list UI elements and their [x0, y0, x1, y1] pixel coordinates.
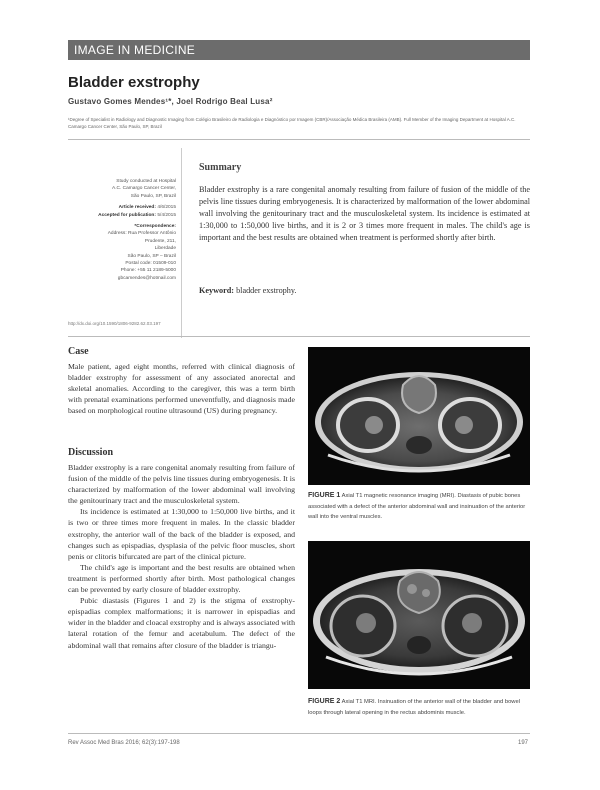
side-metadata [68, 178, 176, 282]
keyword-value: bladder exstrophy. [236, 286, 297, 295]
footer-rule [68, 733, 530, 734]
affiliations: ¹Degree of Specialist in Radiology and Diagnostic Imaging from Colégio Brasileiro de Radiologia e Diagnóstico por Imagem (CBR)/Associação Médica Brasileira (AMB). Full Member of the Imaging Department at Hospital A.C. Camargo Cancer Center, São Paulo, SP, Brazil [68, 117, 516, 129]
summary-heading: Summary [199, 162, 242, 173]
mri-axial-image-2 [308, 541, 530, 689]
figure-2-image [308, 541, 530, 689]
case-heading: Case [68, 346, 89, 357]
section-banner: IMAGE IN MEDICINE [68, 40, 530, 60]
figure-1-label: FIGURE 1 [308, 492, 341, 499]
address-line: Liberdade [154, 246, 176, 252]
divider [181, 148, 182, 338]
keyword-label: Keyword: [199, 286, 235, 295]
case-paragraph: Male patient, aged eight months, referred with clinical diagnosis of bladder exstrophy for assessment of any associated anorectal and skeletal anomalies. According to the caregiver, this was a term birth with prenatal examinations performed uneventfully, and diagnosis made based on morphological routine ultrasound (US) during pregnancy. [68, 362, 295, 416]
section-rule [68, 336, 530, 337]
address-line: Postal code: 01509-010 [125, 261, 176, 267]
discussion-heading: Discussion [68, 447, 114, 458]
journal-citation: Rev Assoc Med Bras 2016; 62(3):197-198 [68, 740, 180, 746]
discussion-paragraph: Its incidence is estimated at 1:30,000 to 1:50,000 live births, and it is two or three times more frequent in males. In the classic bladder exstrophy, the anterior wall of the back of the bladder is exposed, and changes such as epispadias, dysplasia of the pelvic floor muscles, short penis or clitoris bifurcated are part of the clinical picture. [68, 507, 295, 561]
header-rule [68, 139, 530, 140]
email-link[interactable]: gbcamendes@hotmail.com [117, 275, 176, 281]
address-line: São Paulo, SP – Brazil [127, 253, 176, 259]
case-text [68, 361, 295, 416]
figure-2-caption-text: Axial T1 MRI. Insinuation of the anterior wall of the bladder and bowel loops through lateral opening in the rectus abdominis muscle. [308, 699, 521, 716]
study-line: Study conducted at Hospital [116, 179, 176, 184]
article-title: Bladder exstrophy [68, 74, 200, 91]
figure-2-label: FIGURE 2 [308, 698, 341, 705]
figure-1-caption-text: Axial T1 magnetic resonance imaging (MRI). Diastasis of pubic bones associated with a defect of the anterior abdominal wall and insinuation of the anterior wall into the ventral muscles. [308, 493, 526, 520]
keywords [199, 286, 296, 295]
figure-1-image [308, 347, 530, 485]
summary-text: Bladder exstrophy is a rare congenital anomaly resulting from failure of fusion of the middle of the pelvis line tissues during embryogenesis. It is characterized by malformation of the lower abdominal wall involving the genitourinary tract and the musculoskeletal system. Its incidence is estimated at 1:30,000 to 1:50,000 live births, and it is 2 or 3 times more frequent in males. The child's age is important and the best results are obtained when treatment is performed shortly after birth. [199, 185, 530, 242]
correspondence-label: *Correspondence: [134, 224, 176, 230]
discussion-paragraph: Pubic diastasis (Figures 1 and 2) is the stigma of exstrophy-epispadias complex malformations; it is narrower in epispadias and wider in the bladder and cloacal exstrophy and is always associated with lateral rotation of the femur and acetabulum. The defect of the abdominal wall that remains after closure of the bladder is triangu- [68, 596, 295, 650]
authors: Gustavo Gomes Mendes¹*, Joel Rodrigo Beal Lusa² [68, 97, 273, 106]
received-label: Article received: [118, 205, 156, 211]
study-line: A.C. Camargo Cancer Center, [112, 186, 176, 192]
address-line: Prudente, 211, [144, 238, 176, 244]
accepted-label: Accepted for publication: [98, 212, 156, 218]
figure-2-caption [308, 697, 530, 718]
mri-axial-image-1 [308, 347, 530, 485]
address-line: Address: Rua Professor Antônio [107, 231, 176, 237]
received-date: 4/6/2015 [157, 205, 176, 211]
address-line: Phone: +55 11 2189-5000 [120, 268, 176, 274]
page-number: 197 [518, 740, 529, 746]
accepted-date: 5/4/2015 [157, 212, 176, 218]
figure-1-caption [308, 491, 530, 523]
discussion-paragraph: The child's age is important and the best results are obtained when treatment is performed shortly after birth. Most pathological changes can be prevented by early closure of bladder exstrophy. [68, 562, 295, 595]
discussion-text [68, 462, 295, 651]
doi-link[interactable]: http://dx.doi.org/10.1590/1806-9282.62.03.197 [68, 321, 161, 326]
study-line: São Paulo, SP, Brazil [130, 193, 176, 199]
discussion-paragraph: Bladder exstrophy is a rare congenital anomaly resulting from failure of fusion of the middle of the pelvis line tissues during embryogenesis. It is characterized by malformation of the lower abdominal wall involving the genitourinary tract and the musculoskeletal system. [68, 463, 295, 506]
